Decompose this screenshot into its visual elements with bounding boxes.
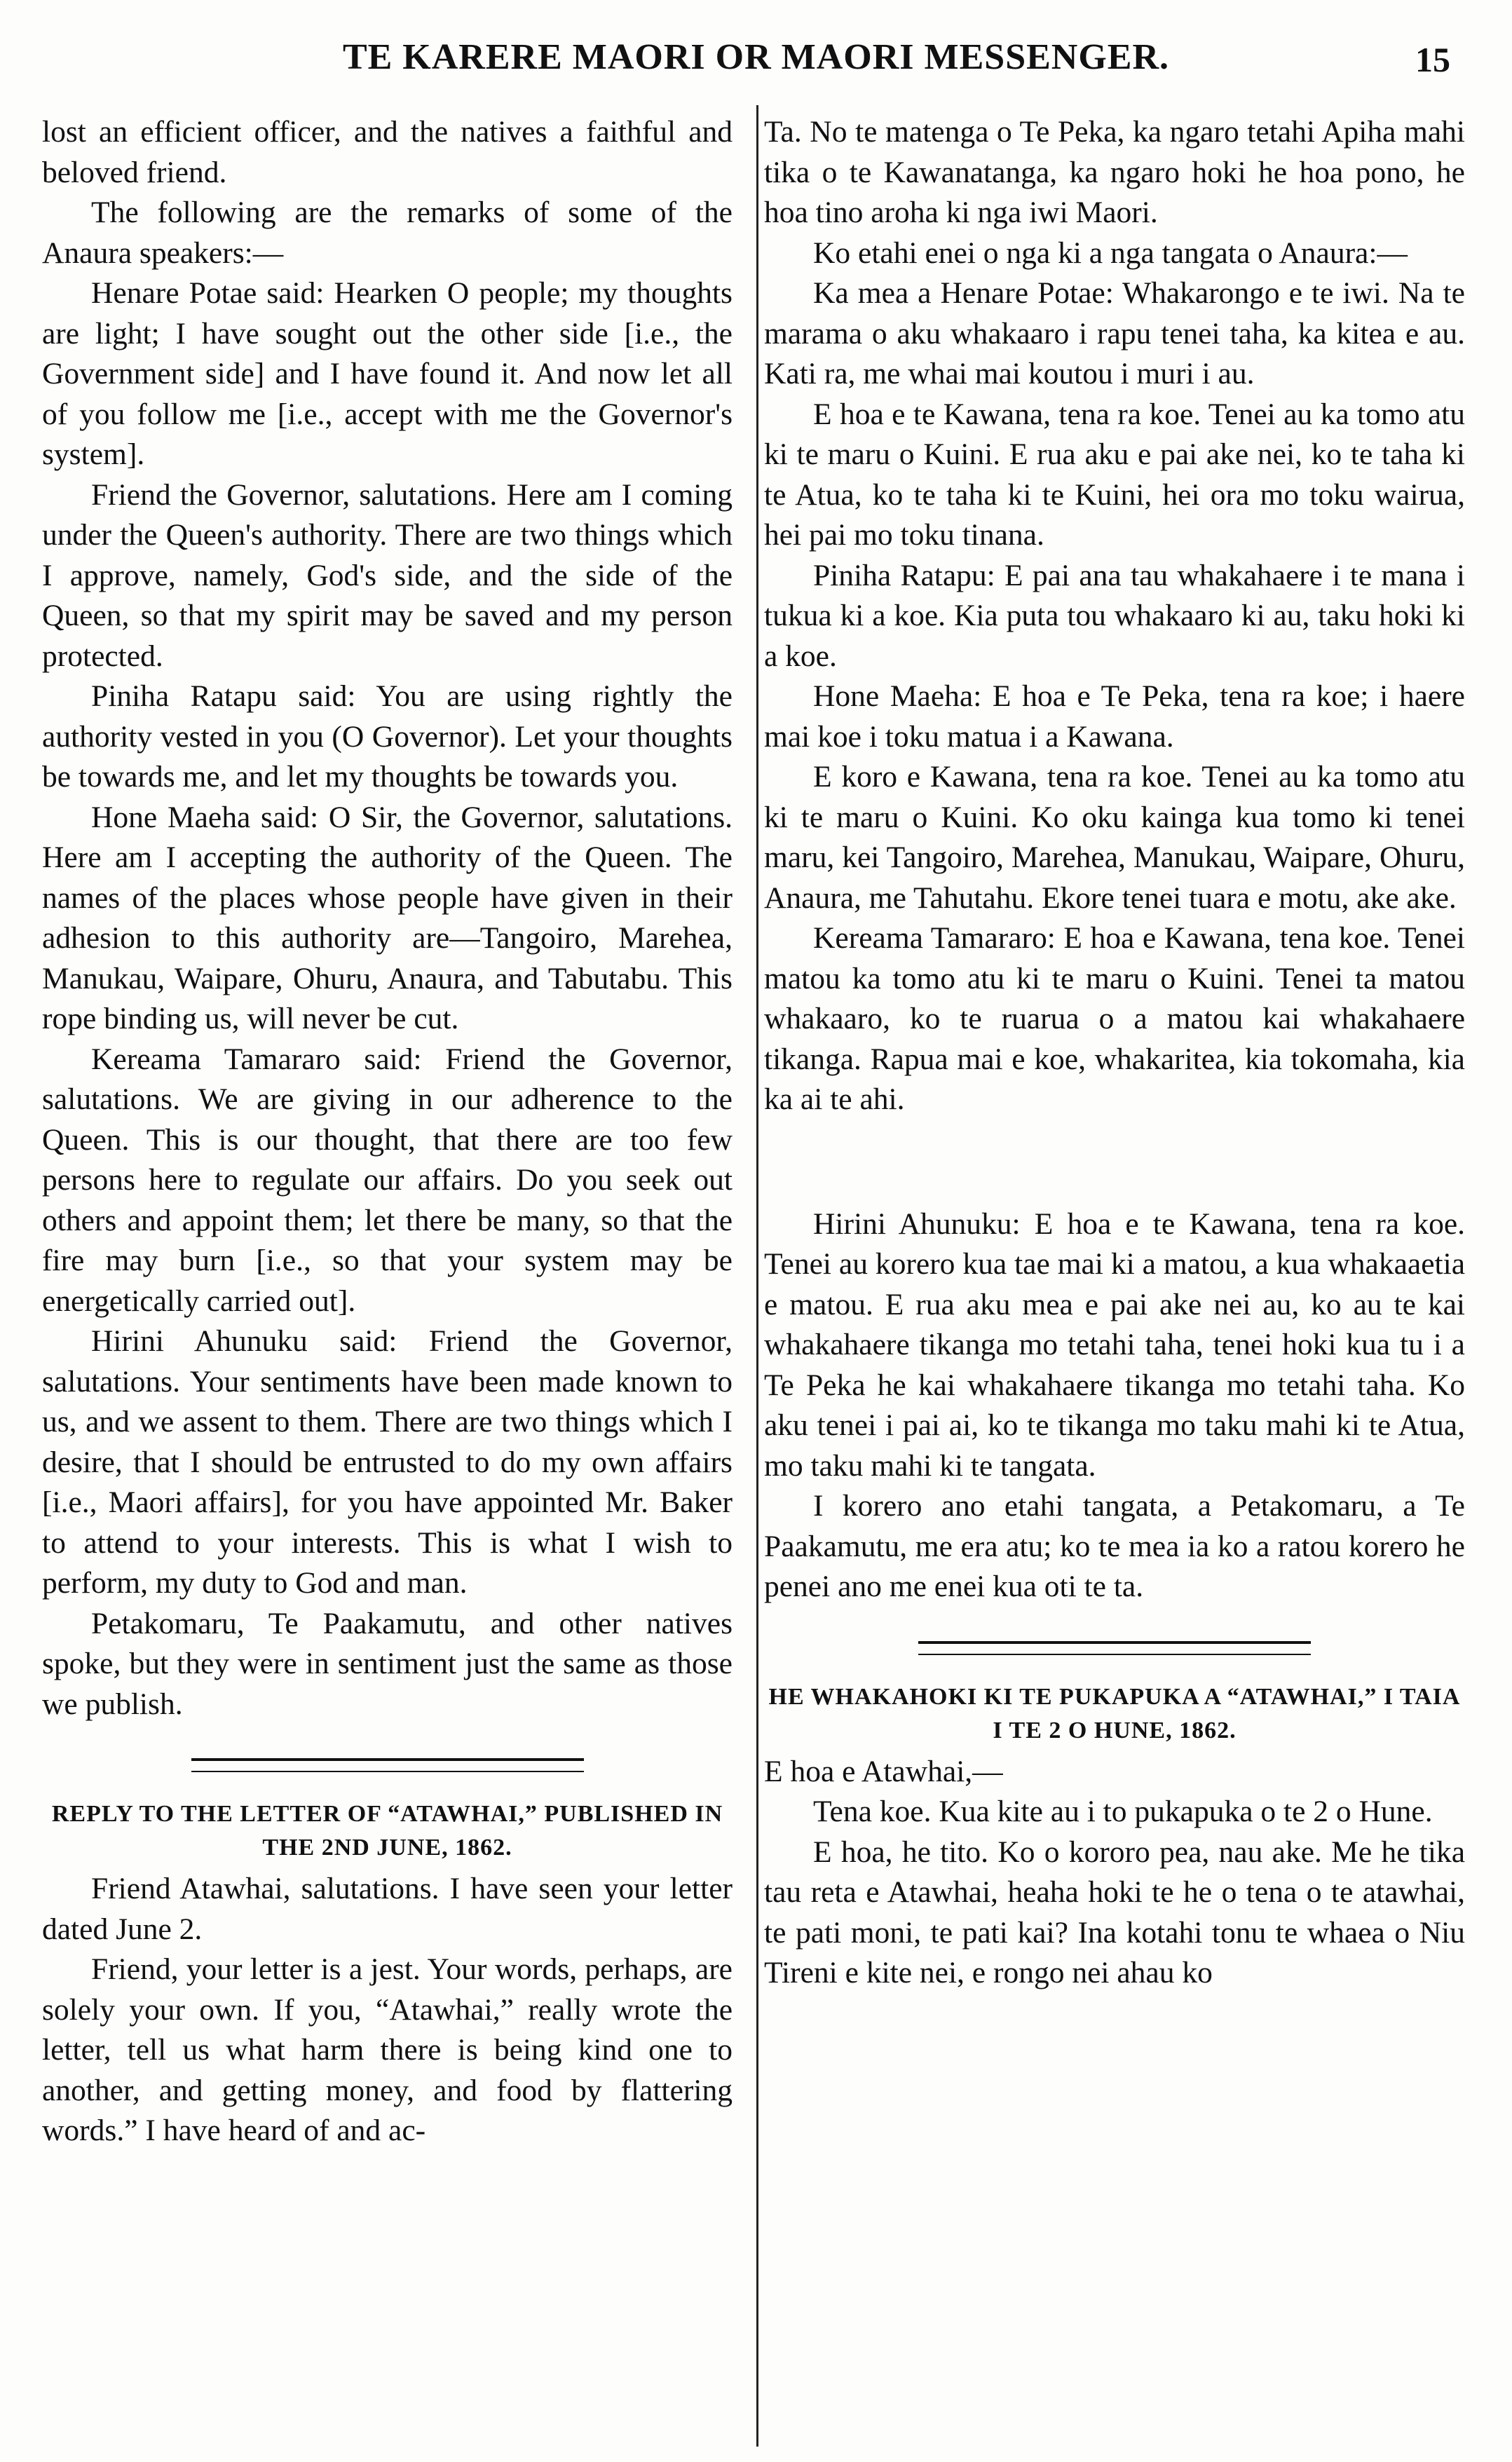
page-header xyxy=(0,36,1512,86)
paragraph: Piniha Ratapu said: You are using rightly the authority vested in you (O Governor). Let your thoughts be towards me, and let my thoughts be towards you. xyxy=(42,679,733,794)
paragraph: Hirini Ahunuku: E hoa e te Kawana, tena ra koe. Tenei au korero kua tae mai ki a matou, a kua whakaaetia e matou. E rua aku mea e pai ake nei au, ko au te kai whakahaere tikanga mo tetahi taha, tenei hoki kua tu i a Te Peka he kai whakahaere tikanga mo tetahi taha. Ko aku tenei i pai ai, ko te tikanga mo taku mahi ki te Atua, mo taku mahi ki te tangata. xyxy=(764,1206,1465,1483)
english-column xyxy=(42,112,733,2151)
paragraph: Hirini Ahunuku said: Friend the Governor, salutations. Your sentiments have been made known to us, and we assent to them. There are two things which I desire, that I should be entrusted to do my own affairs [i.e., Maori affairs], for you have appointed Mr. Baker to attend to your interests. This is what I wish to perform, my duty to God and man. xyxy=(42,1324,733,1600)
paragraph: Ka mea a Henare Potae: Whakarongo e te iwi. Na te marama o aku whakaaro i rapu tenei taha, ka kitea e au. Kati ra, me whai mai koutou i muri i au. xyxy=(764,276,1465,390)
english-reply-letter xyxy=(42,1869,733,2151)
maori-section-heading: HE WHAKAHOKI KI TE PUKAPUKA A “ATAWHAI,” I TAIA I TE 2 O HUNE, 1862. xyxy=(768,1683,1461,1743)
paragraph: E koro e Kawana, tena ra koe. Tenei au ka tomo atu ki te maru o Kuini. Ko oku kainga kua tomo ki tenei maru, kei Tangoiro, Marehea, Manukau, Waipare, Ohuru, Anaura, me Tahutahu. Ekore tenei tuara e motu, ake ake. xyxy=(764,760,1465,915)
paragraph: E hoa e Atawhai,— xyxy=(764,1754,1003,1788)
paragraph: Hone Maeha: E hoa e Te Peka, tena ra koe; i haere mai koe i toku matua i a Kawana. xyxy=(764,679,1465,754)
section-divider xyxy=(918,1641,1311,1655)
maori-article xyxy=(764,112,1465,1607)
paragraph: Hone Maeha said: O Sir, the Governor, salutations. Here am I accepting the authority of the Queen. The names of the places whose people have given in their adhesion to this authority are—Tangoiro, Marehea, Manukau, Waipare, Ohuru, Anaura, and Tabutabu. This rope binding us, will never be cut. xyxy=(42,800,733,1035)
page-number: 15 xyxy=(1415,40,1450,79)
paragraph: Friend Atawhai, salutations. I have seen your letter dated June 2. xyxy=(42,1872,733,1946)
paragraph: Tena koe. Kua kite au i to pukapuka o te 2 o Hune. xyxy=(813,1795,1433,1828)
english-section-heading: REPLY TO THE LETTER OF “ATAWHAI,” PUBLISHED IN THE 2ND JUNE, 1862. xyxy=(51,1801,723,1861)
column-gap xyxy=(764,1120,1465,1204)
maori-reply-letter xyxy=(764,1752,1465,1994)
paragraph: The following are the remarks of some of the Anaura speakers:— xyxy=(42,196,733,270)
paragraph: Henare Potae said: Hearken O people; my thoughts are light; I have sought out the other side [i.e., the Government side] and I have found it. And now let all of you follow me [i.e., accept with me the Governor's system]. xyxy=(42,276,733,471)
paragraph: E hoa e te Kawana, tena ra koe. Tenei au ka tomo atu ki te maru o Kuini. E rua aku e pai ake nei, ko te taha ki te Atua, ko te taha ki te Kuini, hei ora mo toku wairua, hei pai mo toku tinana. xyxy=(764,397,1465,552)
section-divider xyxy=(191,1758,584,1772)
maori-column xyxy=(764,112,1465,1994)
column-divider xyxy=(756,105,758,2447)
paragraph: lost an efficient officer, and the natives a faithful and beloved friend. xyxy=(42,115,733,189)
paragraph: Friend the Governor, salutations. Here am I coming under the Queen's authority. There are two things which I approve, namely, God's side, and the side of the Queen, so that my spirit may be saved and my person protected. xyxy=(42,477,733,673)
paragraph: Ta. No te matenga o Te Peka, ka ngaro tetahi Apiha mahi tika o te Kawanatanga, ka ngaro hoki he hoa pono, he hoa tino aroha ki nga iwi Maori. xyxy=(764,115,1465,229)
paragraph: I korero ano etahi tangata, a Petakomaru, a Te Paakamutu, me era atu; ko te mea ia ko a ratou korero he penei ano me enei kua oti te ta. xyxy=(764,1489,1465,1603)
english-article xyxy=(42,112,733,1725)
paragraph: Petakomaru, Te Paakamutu, and other natives spoke, but they were in sentiment just the same as those we publish. xyxy=(42,1606,733,1721)
paragraph: Ko etahi enei o nga ki a nga tangata o Anaura:— xyxy=(813,236,1408,270)
paragraph: Kereama Tamararo said: Friend the Governor, salutations. We are giving in our adherence to the Queen. This is our thought, that there are too few persons here to regulate our affairs. Do you seek out others and appoint them; let there be many, so that the fire may burn [i.e., so that your system may be energetically carried out]. xyxy=(42,1042,733,1318)
paragraph: Piniha Ratapu: E pai ana tau whakahaere i te mana i tukua ki a koe. Kia puta tou whakaaro ki au, taku hoki ki a koe. xyxy=(764,558,1465,673)
newspaper-title: TE KARERE MAORI OR MAORI MESSENGER. xyxy=(342,37,1170,77)
paragraph: Friend, your letter is a jest. Your words, perhaps, are solely your own. If you, “Atawhai,” really wrote the letter, tell us what harm there is being kind one to another, and getting money, and food by flattering words.” I have heard of and ac- xyxy=(42,1952,733,2147)
paragraph: E hoa, he tito. Ko o kororo pea, nau ake. Me he tika tau reta e Atawhai, heaha hoki te he o tena o te atawhai, te pati moni, te pati kai? Ina kotahi tonu te whaea o Niu Tireni e kite nei, e rongo nei ahau ko xyxy=(764,1835,1465,1990)
paragraph: Kereama Tamararo: E hoa e Kawana, tena koe. Tenei matou ka tomo atu ki te maru o Kuini. Tenei ta matou whakaaro, ko te ruarua o a matou kai whakahaere tikanga. Rapua mai e koe, whakaritea, kia tokomaha, kia ka ai te ahi. xyxy=(764,921,1465,1116)
